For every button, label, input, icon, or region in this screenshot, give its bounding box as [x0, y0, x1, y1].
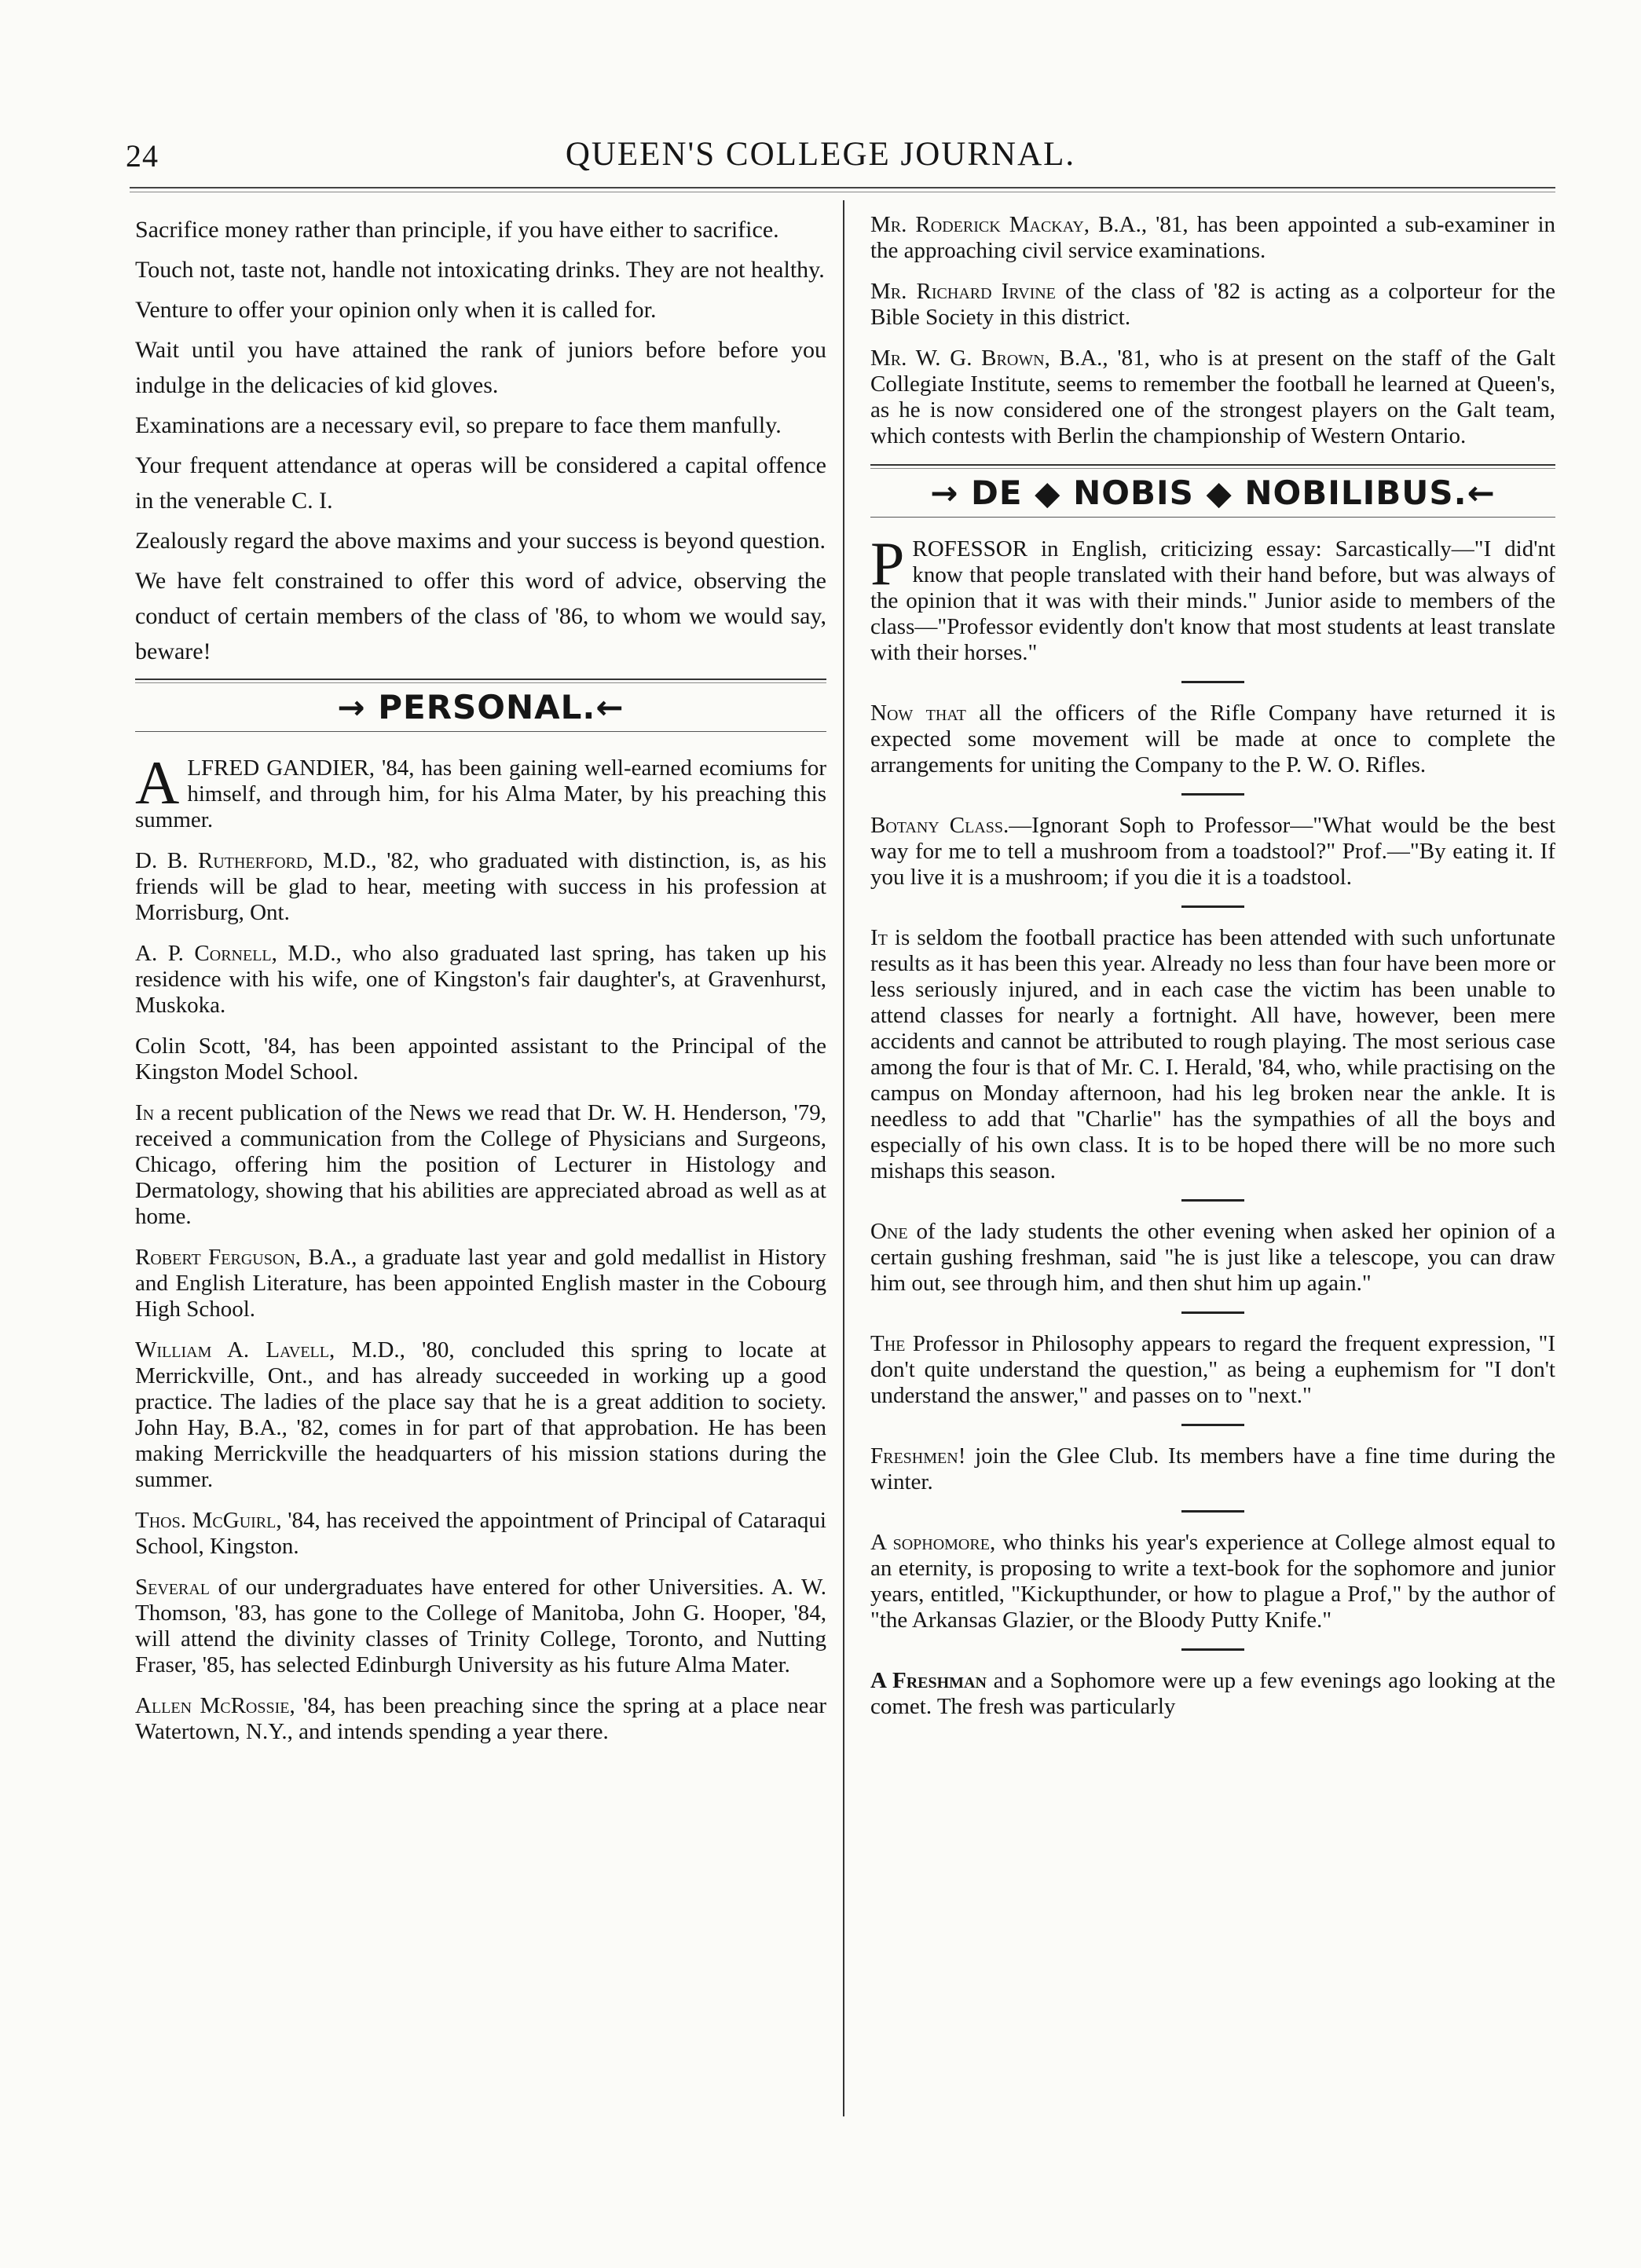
item-lead: William A. Lavell — [135, 1337, 329, 1363]
item-text: , M.D., '82, who graduated with distinction, is, as his friends will be glad to hear, meeting with success in his profession at Morrisburg, Ont. — [135, 848, 826, 925]
item-text: a recent publication of the News we read that Dr. W. H. Henderson, '79, received a communication from the College of Physicians and Surgeons, Chicago, offering him the position of Lecturer in Histology and Dermatology, showing that his abilities are appreciated abroad as well as at home. — [135, 1100, 826, 1229]
item-lead: Mr. Roderick Mackay — [870, 212, 1084, 237]
nobis-item — [870, 1530, 1555, 1633]
item-lead: A sophomore — [870, 1530, 990, 1555]
item-text: Colin Scott, '84, has been appointed assistant to the Principal of the Kingston Model School. — [135, 1033, 826, 1085]
maxim: Your frequent attendance at operas will be considered a capital offence in the venerable C. I. — [135, 452, 826, 514]
item-lead: D. B. Rutherford — [135, 848, 308, 873]
item-text: , '84, has received the appointment of Principal of Cataraqui School, Kingston. — [135, 1508, 826, 1559]
item-separator — [1181, 793, 1244, 796]
nobis-item — [870, 813, 1555, 891]
maxim: Venture to offer your opinion only when it is called for. — [135, 297, 657, 323]
personal-item — [135, 1033, 826, 1085]
item-text: , M.D., who also graduated last spring, has taken up his residence with his wife, one of Kingston's fair daughter's, at Gravenhurst, Muskoka. — [135, 941, 826, 1018]
drop-cap: A — [135, 748, 180, 817]
item-separator — [1181, 681, 1244, 683]
item-text: , who thinks his year's experience at College almost equal to an eternity, is proposing to write a text-book for the sophomore and junior years, entitled, "Kickupthunder, or how to plague a Prof," by the author of "the Arkansas Glazier, or the Bloody Putty Knife." — [870, 1530, 1556, 1633]
nobis-item — [870, 1331, 1555, 1409]
maxim: Touch not, taste not, handle not intoxicating drinks. They are not healthy. — [135, 257, 825, 283]
item-lead: Allen McRossie — [135, 1693, 290, 1718]
drop-cap: P — [870, 529, 905, 598]
section-divider — [135, 679, 826, 683]
header-rule — [130, 187, 1555, 192]
item-separator — [1181, 1311, 1244, 1314]
item-lead: Robert Ferguson — [135, 1245, 295, 1270]
item-text: , M.D., '80, concluded this spring to locate at Merrickville, Ont., and has already succeeded in working up a good practice. The ladies of the place say that he is a great addition to society. John Hay, B.A., '82, comes in for part of that approbation. He has been making Merrickville the headquarters of his mission stations during the summer. — [135, 1337, 826, 1492]
item-separator — [1181, 1199, 1244, 1202]
item-text: , B.A., '81, who is at present on the staff of the Galt Collegiate Institute, seems to remember the football he learned at Queen's, as he is now considered one of the strongest players on the Galt team, which contests with Berlin the championship of Western Ontario. — [870, 346, 1556, 448]
item-separator — [1181, 1648, 1244, 1651]
maxim: Sacrifice money rather than principle, if you have either to sacrifice. — [135, 217, 779, 243]
item-lead: Mr. Richard Irvine — [870, 279, 1056, 304]
personal-item — [870, 279, 1555, 331]
item-text: all the officers of the Rifle Company have returned it is expected some movement will be made at once to complete the arrangements for uniting the Company to the P. W. O. Rifles. — [870, 701, 1556, 777]
item-separator — [1181, 1510, 1244, 1513]
item-text: , B.A., '81, has been appointed a sub-examiner in the approaching civil service examinations. — [870, 212, 1555, 263]
left-column — [135, 212, 826, 1760]
item-lead: Now that — [870, 701, 966, 726]
personal-item — [135, 1508, 826, 1560]
item-lead: It — [870, 925, 888, 950]
item-text: , '84, has been preaching since the spring at a place near Watertown, N.Y., and intends spending a year there. — [135, 1693, 826, 1744]
journal-title: QUEEN'S COLLEGE JOURNAL. — [565, 136, 1076, 173]
personal-item — [870, 212, 1555, 264]
nobis-item — [870, 1668, 1555, 1720]
personal-item — [135, 1337, 826, 1493]
item-text: and a Sophomore were up a few evenings ago looking at the comet. The fresh was particularly — [870, 1668, 1555, 1719]
item-lead: In — [135, 1100, 155, 1125]
item-lead: A. P. Cornell — [135, 941, 272, 966]
item-lead: Thos. McGuirl — [135, 1508, 277, 1533]
item-lead: A Freshman — [870, 1668, 987, 1693]
item-lead: The — [870, 1331, 906, 1356]
item-text: join the Glee Club. Its members have a fine time during the winter. — [870, 1443, 1555, 1494]
section-divider — [870, 517, 1555, 518]
personal-item — [135, 1575, 826, 1678]
nobis-item — [870, 1219, 1555, 1297]
item-text: of the class of '82 is acting as a colporteur for the Bible Society in this district. — [870, 279, 1555, 330]
maxim: Examinations are a necessary evil, so prepare to face them manfully. — [135, 412, 782, 438]
item-separator — [1181, 905, 1244, 908]
personal-item — [870, 346, 1555, 449]
page-number: 24 — [126, 138, 159, 174]
section-divider — [135, 731, 826, 732]
personal-item — [135, 1245, 826, 1322]
item-lead: Botany Class — [870, 813, 1003, 838]
personal-item — [135, 1100, 826, 1230]
maxim: Zealously regard the above maxims and your success is beyond question. — [135, 528, 826, 554]
item-text: Professor in Philosophy appears to regard the frequent expression, "I don't quite understand the question," as being a euphemism for "I don't understand the answer," and passes on to "next." — [870, 1331, 1555, 1408]
nobis-intro — [870, 529, 1555, 666]
item-lead: Several — [135, 1575, 211, 1600]
item-text: of the lady students the other evening when asked her opinion of a certain gushing freshman, said "he is just like a telescope, you can draw him out, see through him, and then shut him up again." — [870, 1219, 1555, 1296]
item-lead: Freshmen! — [870, 1443, 966, 1469]
personal-heading: → PERSONAL.← — [337, 688, 625, 726]
item-lead: Mr. W. G. Brown — [870, 346, 1045, 371]
right-column — [870, 212, 1555, 1735]
personal-intro-text: LFRED GANDIER, '84, has been gaining well-earned ecomiums for himself, and through him, for his Alma Mater, by his preaching this summer. — [135, 755, 826, 832]
item-text: of our undergraduates have entered for other Universities. A. W. Thomson, '83, has gone to the College of Manitoba, John G. Hooper, '84, will attend the divinity classes of Trinity College, Toronto, and Nutting Fraser, '85, has selected Edinburgh University as his future Alma Mater. — [135, 1575, 826, 1677]
item-separator — [1181, 1424, 1244, 1426]
personal-item — [135, 941, 826, 1019]
nobis-intro-text: ROFESSOR in English, criticizing essay: Sarcastically—"I did'nt know that people translated with their hand before, but was always of the opinion that it was with their minds." Junior aside to members of the class—"Professor evidently don't know that most students at least translate with their horses." — [870, 536, 1555, 665]
nobis-item — [870, 1443, 1555, 1495]
personal-intro — [135, 748, 826, 833]
section-divider — [870, 464, 1555, 469]
item-lead: One — [870, 1219, 908, 1244]
column-divider — [843, 200, 844, 2116]
nobis-item — [870, 925, 1555, 1184]
maxim: Wait until you have attained the rank of juniors before before you indulge in the delicacies of kid gloves. — [135, 337, 826, 398]
item-text: is seldom the football practice has been attended with such unfortunate results as it has been this year. Already no less than four have been more or less seriously injured, and in each case the victim has been unable to attend classes for nearly a fortnight. All have, however, been mere accidents and cannot be attributed to rough playing. The most serious case among the four is that of Mr. C. I. Herald, '84, who, while practising on the campus on Monday afternoon, had his leg broken near the ankle. It is needless to add that "Charlie" has the sympathies of all the boys and especially of his own class. It is to be hoped there will be no more such mishaps this season. — [870, 925, 1555, 1183]
personal-item — [135, 848, 826, 926]
nobis-heading: → DE ◆ NOBIS ◆ NOBILIBUS.← — [930, 474, 1496, 512]
item-text: .—Ignorant Soph to Professor—"What would be the best way for me to tell a mushroom from a toadstool?" Prof.—"By eating it. If you live it is a mushroom; if you die it is a toadstool. — [870, 813, 1555, 890]
item-text: , B.A., a graduate last year and gold medallist in History and English Literature, has been appointed English master in the Cobourg High School. — [135, 1245, 826, 1322]
maxim: We have felt constrained to offer this word of advice, observing the conduct of certain members of the class of '86, to whom we would say, beware! — [135, 568, 826, 664]
personal-item — [135, 1693, 826, 1745]
nobis-item — [870, 701, 1555, 778]
